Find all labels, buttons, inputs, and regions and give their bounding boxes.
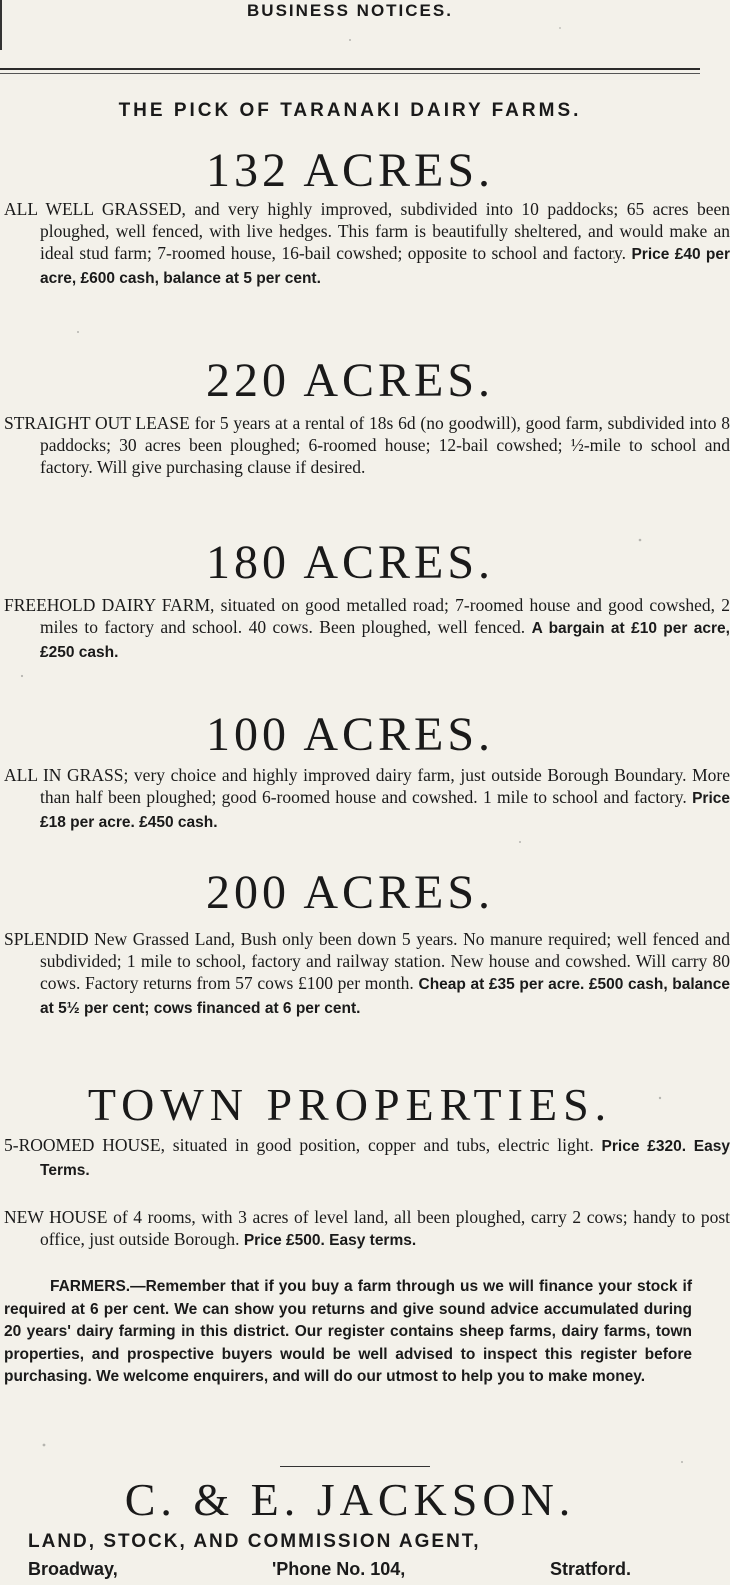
town-price: Price £500. Easy terms.	[243, 1232, 417, 1249]
farm-description: SPLENDID New Grassed Land, Bush only been down 5 years. No manure required; well fenced and subdivided; 1 mile to school, factory and railway station. New house and cowshed. Will carry 80 cows. Factory returns from 57 cows £100 per month.	[4, 929, 730, 993]
farm-listing	[2, 412, 730, 480]
town-properties-heading: TOWN PROPERTIES.	[87, 1079, 613, 1130]
firm-phone: 'Phone No. 104,	[272, 1559, 406, 1579]
column-rule	[0, 0, 2, 50]
farm-listing	[2, 198, 730, 290]
farm-acres-heading: 180 ACRES.	[205, 536, 495, 589]
farm-price: A bargain at £10 per acre, £250 cash.	[40, 620, 730, 661]
farm-price: Price £40 per acre, £600 cash, balance at 5 per cent.	[40, 246, 730, 287]
header-rule-secondary	[0, 73, 700, 74]
farm-acres-heading: 132 ACRES.	[205, 144, 495, 197]
advert-heading: THE PICK OF TARANAKI DAIRY FARMS.	[118, 100, 582, 121]
town-listing	[2, 1206, 730, 1252]
farm-description: ALL WELL GRASSED, and very highly improved, subdivided into 10 paddocks; 65 acres been ploughed, well fenced, with live hedges. This farm is beautifully sheltered, and would make an ideal stud farm; 7-roomed house, 16-bail cowshed; opposite to school and factory.	[4, 199, 730, 263]
firm-name: C. & E. JACKSON.	[124, 1474, 576, 1525]
farm-listing	[2, 928, 730, 1020]
header-rule	[0, 68, 700, 70]
farm-description: ALL IN GRASS; very choice and highly improved dairy farm, just outside Borough Boundary. More than half been ploughed; good 6-roomed house and cowshed. 1 mile to school and factory.	[4, 765, 730, 807]
town-description: NEW HOUSE of 4 rooms, with 3 acres of level land, all been ploughed, carry 2 cows; handy to post office, just outside Borough.	[4, 1207, 730, 1249]
signature-rule	[280, 1466, 430, 1467]
firm-town: Stratford.	[550, 1559, 631, 1579]
town-listing	[2, 1134, 730, 1182]
farm-description: FREEHOLD DAIRY FARM, situated on good metalled road; 7-roomed house and good cowshed, 2 miles to factory and school. 40 cows. Been ploughed, well fenced.	[4, 595, 730, 637]
farm-description: STRAIGHT OUT LEASE for 5 years at a rental of 18s 6d (no goodwill), good farm, subdivided into 8 paddocks; 30 acres been ploughed; 6-roomed house; 12-bail cowshed; ½-mile to school and factory. Will give purchasing clause if desired.	[4, 413, 730, 477]
farm-acres-heading: 200 ACRES.	[205, 866, 495, 919]
farm-acres-heading: 100 ACRES.	[205, 708, 495, 761]
farm-acres-heading: 220 ACRES.	[205, 354, 495, 407]
firm-address	[28, 1556, 668, 1582]
closing-paragraph: FARMERS.—Remember that if you buy a farm through us we will finance your stock if required at 6 per cent. We can show you returns and give sound advice accumulated during 20 years' dairy farming in this district. Our register contains sheep farms, dairy farms, town properties, and prospective buyers would be well advised to inspect this register before purchasing. We welcome enquirers, and will do our utmost to help you to make money.	[4, 1278, 692, 1385]
farm-price: Cheap at £35 per acre. £500 cash, balance at 5½ per cent; cows financed at 6 per cent.	[40, 976, 730, 1017]
farm-listing	[2, 764, 730, 834]
town-price: Price £320. Easy Terms.	[40, 1138, 730, 1179]
farm-listing	[2, 594, 730, 664]
section-label: BUSINESS NOTICES.	[247, 1, 453, 20]
firm-role: LAND, STOCK, AND COMMISSION AGENT,	[28, 1531, 481, 1552]
farm-price: Price £18 per acre. £450 cash.	[40, 790, 730, 831]
town-description: 5-ROOMED HOUSE, situated in good position, copper and tubs, electric light.	[4, 1135, 594, 1155]
firm-street: Broadway,	[28, 1559, 118, 1579]
